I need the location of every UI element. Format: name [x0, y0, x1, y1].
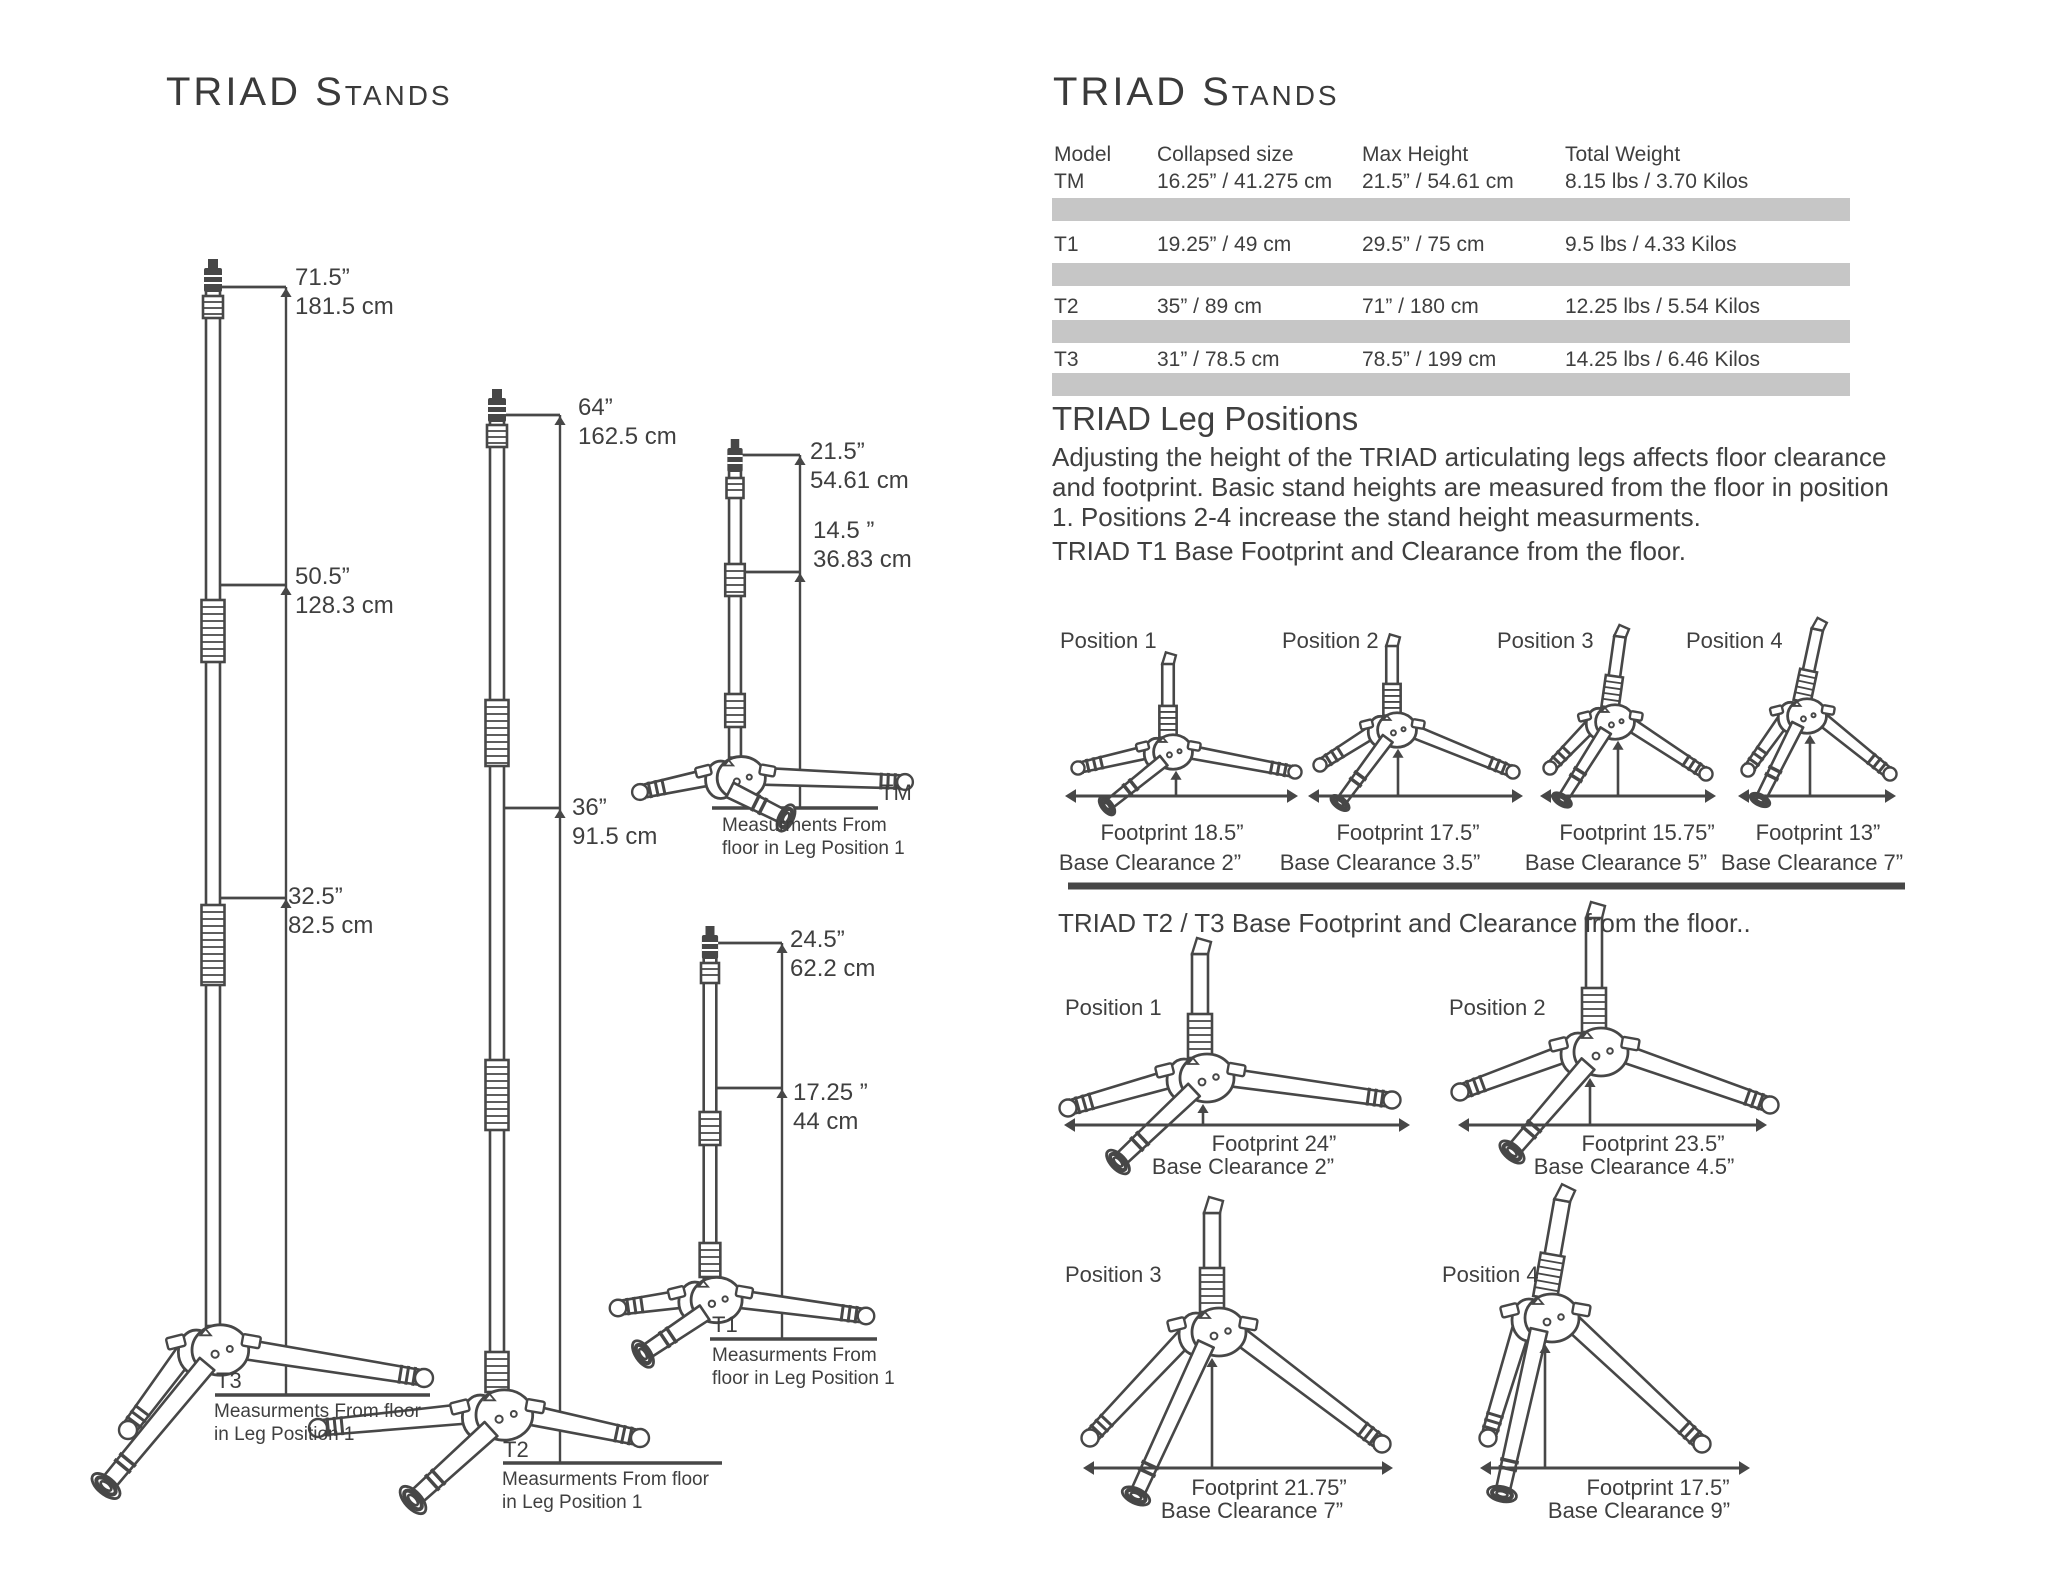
t1-position-1-label: Position 1	[1060, 628, 1157, 653]
t1-position-2-clearance: Base Clearance 3.5”	[1279, 850, 1481, 875]
t23-position-2-label: Position 2	[1449, 995, 1546, 1020]
stand-t1-measurement-0: 24.5” 62.2 cm	[790, 926, 876, 982]
cell-weight: 9.5 lbs / 4.33 Kilos	[1565, 233, 1737, 256]
stand-figure-t1	[610, 926, 877, 1371]
t23-position-3-footprint: Footprint 21.75”	[1191, 1475, 1347, 1500]
cell-weight: 14.25 lbs / 6.46 Kilos	[1565, 348, 1760, 371]
stand-t3-measurement-0: 71.5” 181.5 cm	[295, 264, 394, 320]
table-separator	[1052, 320, 1850, 343]
stand-tm-caption: Measurments From floor in Leg Position 1	[722, 815, 905, 859]
tripod-t23-position-4	[1480, 1183, 1751, 1505]
cell-weight: 8.15 lbs / 3.70 Kilos	[1565, 170, 1749, 193]
stand-t3-measurement-2: 32.5” 82.5 cm	[288, 883, 374, 939]
right-title: TRIAD Stands	[1053, 70, 1340, 114]
cell-weight: 12.25 lbs / 5.54 Kilos	[1565, 295, 1760, 318]
t1-position-4-clearance: Base Clearance 7”	[1720, 850, 1904, 875]
stand-tm-measurement-1: 14.5 ” 36.83 cm	[813, 517, 912, 573]
col-header-collapsed: Collapsed size	[1157, 143, 1294, 166]
t1-position-2-label: Position 2	[1282, 628, 1379, 653]
t1-position-1-clearance: Base Clearance 2”	[1058, 850, 1242, 875]
stand-t2-measurement-1: 36” 91.5 cm	[572, 794, 658, 850]
cell-collapsed: 31” / 78.5 cm	[1157, 348, 1280, 371]
leg-positions-heading: TRIAD Leg Positions	[1052, 400, 1359, 437]
stand-t3-measurement-1: 50.5” 128.3 cm	[295, 563, 394, 619]
cell-max: 71” / 180 cm	[1362, 295, 1479, 318]
t1-position-4-footprint: Footprint 13”	[1755, 820, 1881, 845]
cell-max: 29.5” / 75 cm	[1362, 233, 1485, 256]
cell-max: 21.5” / 54.61 cm	[1362, 170, 1514, 193]
stand-figure-tm	[632, 439, 913, 834]
t1-position-3-footprint: Footprint 15.75”	[1559, 820, 1715, 845]
t23-footprint-heading: TRIAD T2 / T3 Base Footprint and Clearance from the floor..	[1058, 908, 1751, 938]
stand-t1-label: T1	[712, 1312, 738, 1337]
stand-tm-label: TM	[880, 780, 912, 805]
table-separator	[1052, 373, 1850, 396]
cell-model: T1	[1054, 233, 1079, 256]
stand-figure-t3	[88, 259, 433, 1503]
col-header-max-height: Max Height	[1362, 143, 1469, 166]
stand-t2-caption: Measurments From floor in Leg Position 1	[502, 1469, 709, 1513]
t23-position-2-clearance: Base Clearance 4.5”	[1533, 1154, 1735, 1179]
t1-position-4-label: Position 4	[1686, 628, 1783, 653]
stand-t3-label: T3	[216, 1368, 242, 1393]
stand-t1-caption: Measurments From floor in Leg Position 1	[712, 1345, 895, 1389]
stand-t3-caption: Measurments From floor in Leg Position 1	[214, 1401, 421, 1445]
cell-collapsed: 16.25” / 41.275 cm	[1157, 170, 1333, 193]
table-separator	[1052, 263, 1850, 286]
stand-t2-measurement-0: 64” 162.5 cm	[578, 394, 677, 450]
t23-position-1-clearance: Base Clearance 2”	[1151, 1154, 1335, 1179]
table-row-t2	[1052, 295, 1852, 321]
tripod-t1-position-1	[1065, 652, 1302, 817]
table-row-tm	[1052, 170, 1852, 196]
t1-position-3-clearance: Base Clearance 5”	[1524, 850, 1708, 875]
stand-tm-measurement-0: 21.5” 54.61 cm	[810, 438, 909, 494]
t1-footprint-heading: TRIAD T1 Base Footprint and Clearance from the floor.	[1052, 536, 1686, 566]
leg-positions-paragraph: Adjusting the height of the TRIAD articulating legs affects floor clearance and footprint. Basic stand heights are measured from the floor in position 1. Positions 2-4 increase the stand height measurments.	[1052, 442, 1889, 532]
cell-model: T3	[1054, 348, 1079, 371]
t1-position-3-label: Position 3	[1497, 628, 1594, 653]
tripod-t23-position-2	[1452, 902, 1779, 1167]
col-header-model: Model	[1054, 143, 1112, 166]
stand-t1-measurement-1: 17.25 ” 44 cm	[793, 1079, 868, 1135]
tripod-t23-position-3	[1082, 1197, 1394, 1509]
t23-position-1-label: Position 1	[1065, 995, 1162, 1020]
t23-position-1-footprint: Footprint 24”	[1211, 1131, 1337, 1156]
table-separator	[1052, 198, 1850, 221]
cell-collapsed: 19.25” / 49 cm	[1157, 233, 1292, 256]
cell-model: TM	[1054, 170, 1085, 193]
col-header-weight: Total Weight	[1565, 143, 1681, 166]
t23-position-2-footprint: Footprint 23.5”	[1581, 1131, 1725, 1156]
table-row-t1	[1052, 233, 1852, 259]
t1-position-2-footprint: Footprint 17.5”	[1336, 820, 1480, 845]
stand-t2-label: T2	[503, 1437, 529, 1462]
t23-position-4-footprint: Footprint 17.5”	[1586, 1475, 1730, 1500]
tripod-t1-position-2	[1308, 634, 1523, 813]
table-header-row	[1052, 143, 1852, 169]
t23-position-4-clearance: Base Clearance 9”	[1547, 1498, 1731, 1523]
spec-table	[1052, 140, 1852, 402]
cell-max: 78.5” / 199 cm	[1362, 348, 1497, 371]
table-row-t3	[1052, 348, 1852, 374]
cell-collapsed: 35” / 89 cm	[1157, 295, 1263, 318]
t23-position-4-label: Position 4	[1442, 1262, 1539, 1287]
cell-model: T2	[1054, 295, 1079, 318]
t1-position-1-footprint: Footprint 18.5”	[1100, 820, 1244, 845]
t23-position-3-clearance: Base Clearance 7”	[1160, 1498, 1344, 1523]
t23-position-3-label: Position 3	[1065, 1262, 1162, 1287]
left-title: TRIAD Stands	[166, 70, 453, 114]
